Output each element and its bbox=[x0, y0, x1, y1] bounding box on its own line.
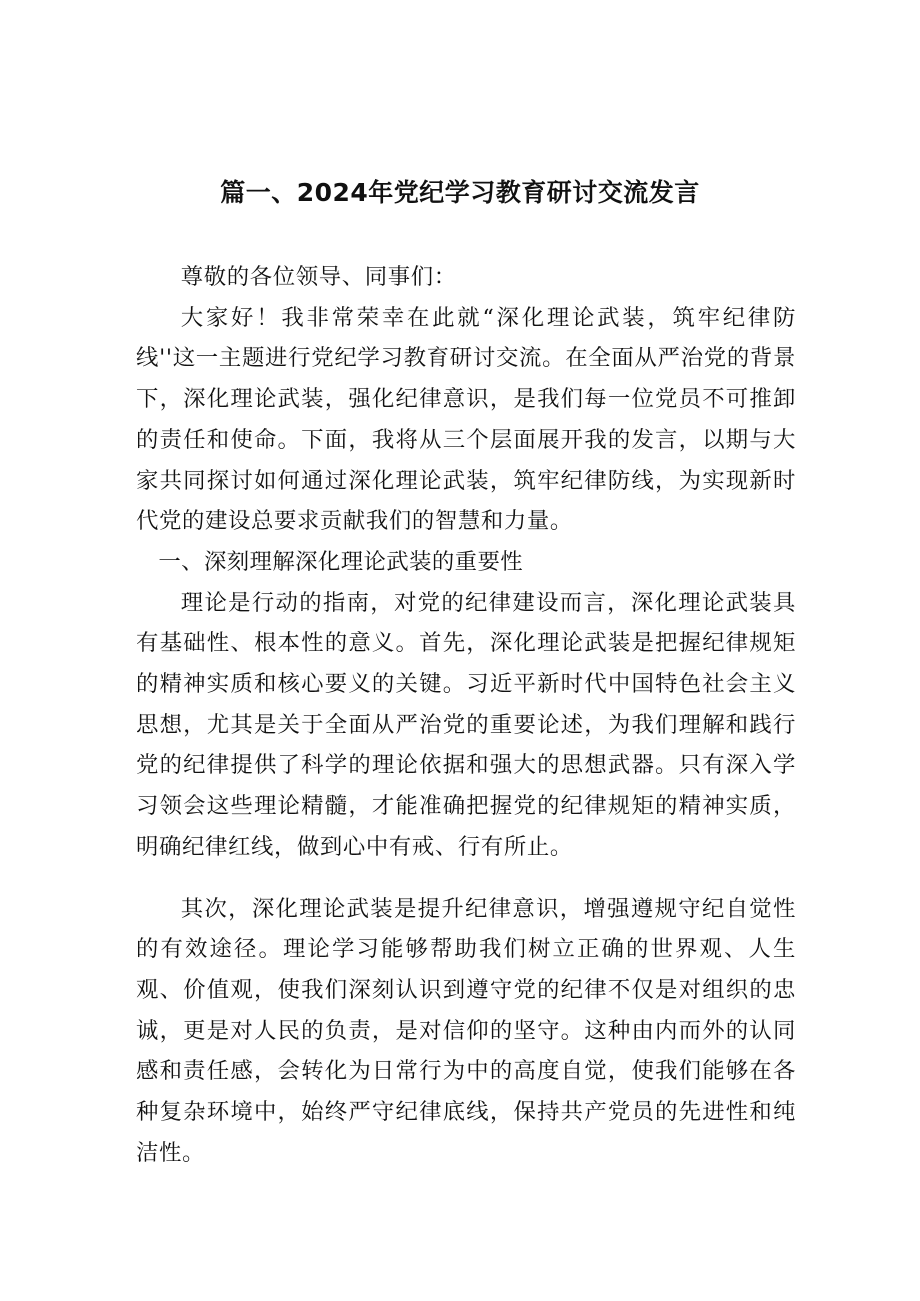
section-heading: 一、深刻理解深化理论武装的重要性 bbox=[158, 548, 524, 575]
document-title: 篇一、2024年党纪学习教育研讨交流发言 bbox=[220, 177, 700, 207]
section-paragraph: 其次，深化理论武装是提升纪律意识，增强遵规守纪自觉性的有效途径。理论学习能够帮助我们树立正确的世界观、人生观、价值观，使我们深刻认识到遵守党的纪律不仅是对组织的忠诚，更是对人民的负责，是对信仰的坚守。这种由内而外的认同感和责任感，会转化为日常行为中的高度自觉，使我们能够在各种复杂环境中，始终严守纪律底线，保持共产党员的先进性和纯洁性。 bbox=[136, 895, 796, 1166]
intro-paragraph: 大家好！我非常荣幸在此就“深化理论武装，筑牢纪律防线''这一主题进行党纪学习教育研讨交流。在全面从严治党的背景下，深化理论武装，强化纪律意识，是我们每一位党员不可推卸的责任和使命。下面，我将从三个层面展开我的发言，以期与大家共同探讨如何通过深化理论武装，筑牢纪律防线，为实现新时代党的建设总要求贡献我们的智慧和力量。 bbox=[136, 304, 796, 535]
salutation: 尊敬的各位领导、同事们： bbox=[180, 264, 457, 290]
document-body bbox=[136, 257, 796, 1173]
section-paragraph: 理论是行动的指南，对党的纪律建设而言，深化理论武装具有基础性、根本性的意义。首先，深化理论武装是把握纪律规矩的精神实质和核心要义的关键。习近平新时代中国特色社会主义思想，尤其是关于全面从严治党的重要论述，为我们理解和践行党的纪律提供了科学的理论依据和强大的思想武器。只有深入学习领会这些理论精髓，才能准确把握党的纪律规矩的精神实质，明确纪律红线，做到心中有戒、行有所止。 bbox=[136, 589, 796, 860]
